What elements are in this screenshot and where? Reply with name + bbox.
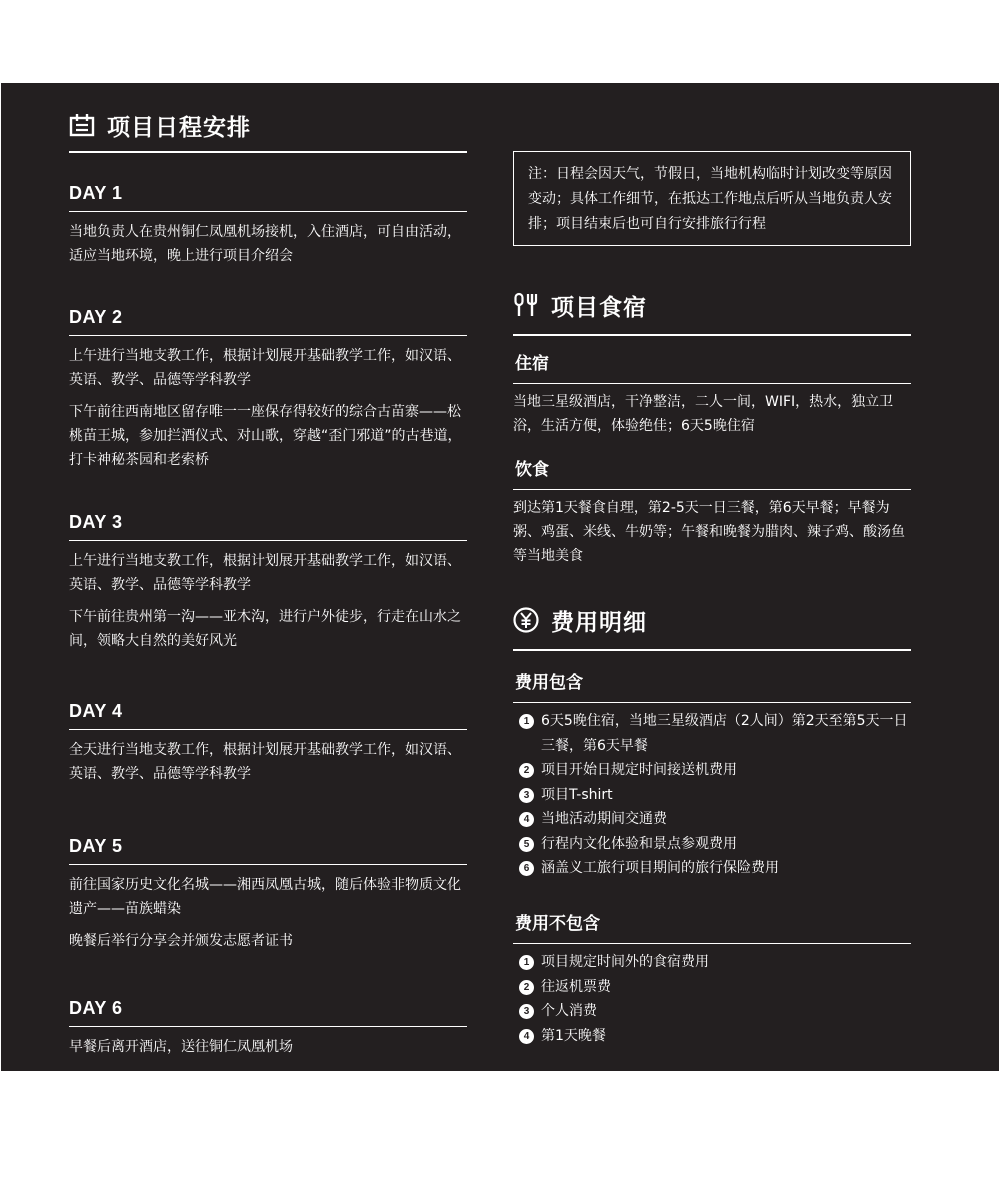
number-badge: 3 xyxy=(519,788,534,803)
fees-divider xyxy=(513,649,911,651)
day-block-5 xyxy=(69,834,467,953)
day-title: DAY 3 xyxy=(69,512,123,532)
day-title: DAY 2 xyxy=(69,307,123,327)
yen-icon xyxy=(513,607,539,633)
list-item xyxy=(513,807,911,832)
day-block-3 xyxy=(69,510,467,653)
list-item-text: 当地活动期间交通费 xyxy=(541,811,667,827)
day-divider xyxy=(69,211,467,212)
stay-text: 当地三星级酒店，干净整洁，二人一间，WIFI，热水，独立卫浴，生活方便，体验绝佳；6天5晚住宿 xyxy=(513,394,894,434)
day-text: 早餐后离开酒店，送往铜仁凤凰机场 xyxy=(69,1039,293,1055)
day-divider xyxy=(69,540,467,541)
included-title: 费用包含 xyxy=(515,673,583,693)
list-item xyxy=(513,999,911,1024)
stay-divider xyxy=(513,383,911,384)
day-text: 晚餐后举行分享会并颁发志愿者证书 xyxy=(69,933,293,949)
included-list xyxy=(513,709,911,881)
day-title: DAY 6 xyxy=(69,998,123,1018)
brochure-panel xyxy=(1,83,999,1071)
schedule-title: 项目日程安排 xyxy=(107,114,251,141)
food-title: 饮食 xyxy=(515,460,549,480)
excluded-block xyxy=(513,911,911,1048)
number-badge: 4 xyxy=(519,1029,534,1044)
day-title: DAY 4 xyxy=(69,701,123,721)
day-divider xyxy=(69,335,467,336)
list-item xyxy=(513,832,911,857)
schedule-note: 注：日程会因天气，节假日，当地机构临时计划改变等原因变动；具体工作细节，在抵达工作地点后听从当地负责人安排；项目结束后也可自行安排旅行行程 xyxy=(513,151,911,246)
lodging-title: 项目食宿 xyxy=(551,294,647,321)
schedule-divider xyxy=(69,151,467,153)
day-text: 下午前往贵州第一沟——亚木沟，进行户外徒步，行走在山水之间，领略大自然的美好风光 xyxy=(69,609,461,649)
number-badge: 6 xyxy=(519,861,534,876)
day-text: 下午前往西南地区留存唯一一座保存得较好的综合古苗寨——松桃苗王城，参加拦酒仪式、对山歌，穿越“歪门邪道”的古巷道，打卡神秘茶园和老索桥 xyxy=(69,404,462,468)
included-block xyxy=(513,670,911,881)
list-item xyxy=(513,975,911,1000)
excluded-divider xyxy=(513,943,911,944)
calendar-icon xyxy=(69,113,95,137)
excluded-title: 费用不包含 xyxy=(515,914,600,934)
fees-header xyxy=(513,600,911,640)
lodging-header xyxy=(513,285,911,325)
utensils-icon xyxy=(513,292,539,318)
list-item-text: 涵盖义工旅行项目期间的旅行保险费用 xyxy=(541,860,779,876)
food-text: 到达第1天餐食自理，第2-5天一日三餐，第6天早餐；早餐为粥、鸡蛋、米线、牛奶等；午餐和晚餐为腊肉、辣子鸡、酸汤鱼等当地美食 xyxy=(513,500,905,564)
day-block-6 xyxy=(69,996,467,1059)
schedule-header xyxy=(69,105,467,145)
list-item-text: 项目规定时间外的食宿费用 xyxy=(541,954,709,970)
day-text: 上午进行当地支教工作，根据计划展开基础教学工作，如汉语、英语、教学、品德等学科教学 xyxy=(69,553,461,593)
number-badge: 1 xyxy=(519,714,534,729)
list-item-text: 第1天晚餐 xyxy=(541,1027,606,1044)
food-divider xyxy=(513,489,911,490)
list-item-text: 项目T-shirt xyxy=(541,786,613,803)
stay-block xyxy=(513,351,911,438)
day-block-2 xyxy=(69,305,467,472)
stay-title: 住宿 xyxy=(515,354,549,374)
day-title: DAY 5 xyxy=(69,836,123,856)
list-item-text: 个人消费 xyxy=(541,1003,597,1019)
number-badge: 2 xyxy=(519,763,534,778)
list-item-text: 6天5晚住宿，当地三星级酒店（2人间）第2天至第5天一日三餐，第6天早餐 xyxy=(541,713,908,754)
included-divider xyxy=(513,702,911,703)
number-badge: 3 xyxy=(519,1004,534,1019)
day-text: 前往国家历史文化名城——湘西凤凰古城，随后体验非物质文化遗产——苗族蜡染 xyxy=(69,877,461,917)
day-block-1 xyxy=(69,181,467,268)
number-badge: 4 xyxy=(519,812,534,827)
fees-title: 费用明细 xyxy=(551,609,647,636)
list-item xyxy=(513,783,911,808)
day-divider xyxy=(69,864,467,865)
excluded-list xyxy=(513,950,911,1048)
list-item xyxy=(513,709,911,758)
list-item-text: 往返机票费 xyxy=(541,978,611,995)
list-item-text: 项目开始日规定时间接送机费用 xyxy=(541,762,737,778)
day-divider xyxy=(69,1026,467,1027)
list-item xyxy=(513,856,911,881)
day-divider xyxy=(69,729,467,730)
day-text: 全天进行当地支教工作，根据计划展开基础教学工作，如汉语、英语、教学、品德等学科教学 xyxy=(69,742,461,782)
day-block-4 xyxy=(69,699,467,786)
day-text: 上午进行当地支教工作，根据计划展开基础教学工作，如汉语、英语、教学、品德等学科教学 xyxy=(69,348,461,388)
day-title: DAY 1 xyxy=(69,183,123,203)
lodging-divider xyxy=(513,334,911,336)
list-item-text: 行程内文化体验和景点参观费用 xyxy=(541,835,737,852)
number-badge: 5 xyxy=(519,837,534,852)
list-item xyxy=(513,950,911,975)
list-item xyxy=(513,1024,911,1049)
list-item xyxy=(513,758,911,783)
day-text: 当地负责人在贵州铜仁凤凰机场接机，入住酒店，可自由活动，适应当地环境，晚上进行项目介绍会 xyxy=(69,224,461,264)
number-badge: 2 xyxy=(519,980,534,995)
number-badge: 1 xyxy=(519,955,534,970)
food-block xyxy=(513,457,911,568)
